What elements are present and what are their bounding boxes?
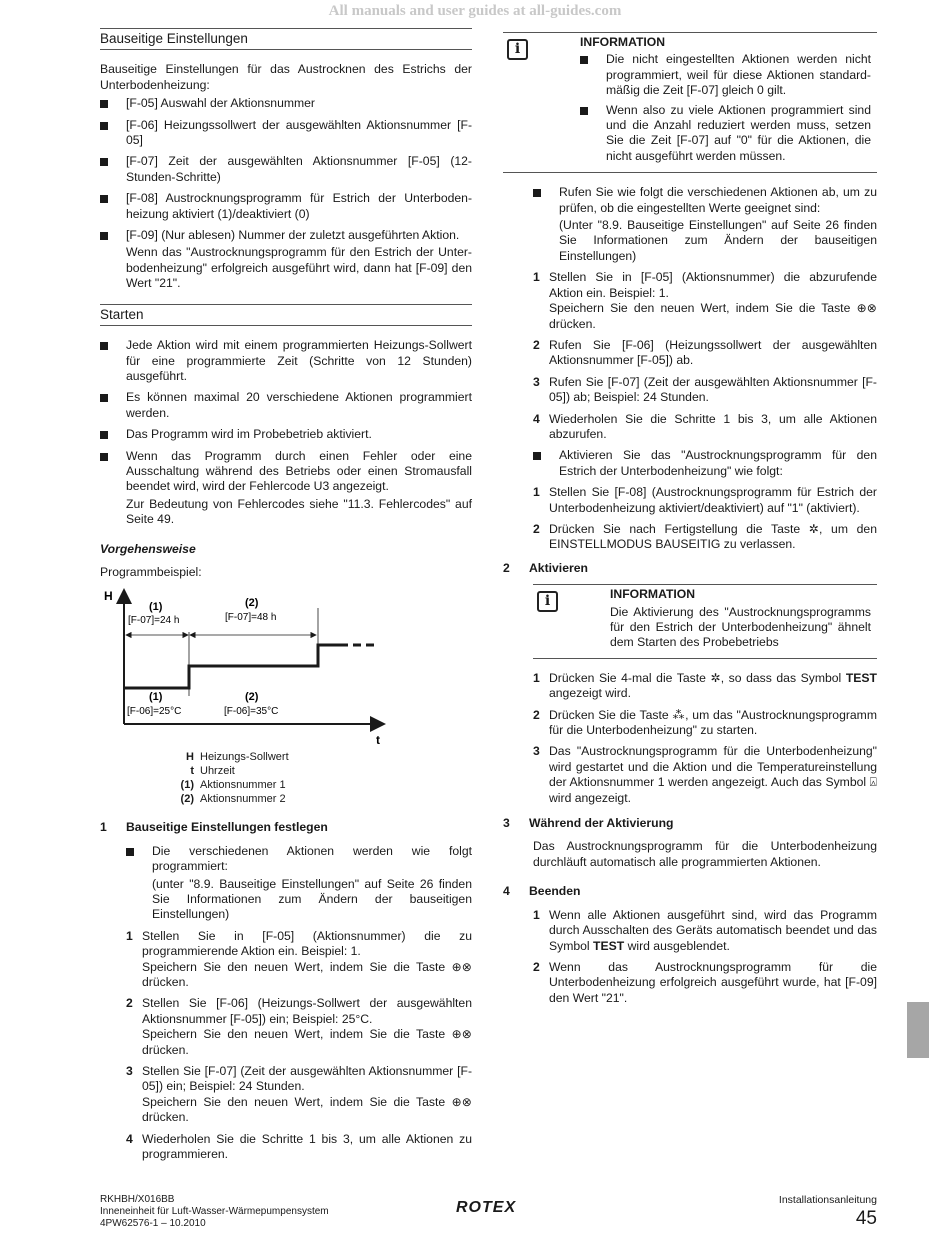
step-number: 2 (533, 959, 540, 974)
section-intro: Bauseitige Einstellungen für das Austrocknen des Estrichs der Unterbodenheizung: (100, 62, 472, 92)
numbered-step (533, 270, 877, 332)
step-text: Drücken Sie die Taste ⁂, um das "Austrocknungsprogramm für die Unterbodenheizung" zu starten. (549, 707, 877, 738)
step-heading-2 (503, 561, 877, 576)
list-item: [F-06] Heizungssollwert der ausgewählten Aktionsnummer [F-05] (100, 118, 472, 149)
step-text: Das "Austrocknungsprogramm für die Unterbodenheizung" wird gestartet und die Aktion und die Temperatureinstellung der Aktionsnummer 1 werden angezeigt. Auch das Symbol ⍓ wird angezeigt. (549, 744, 877, 805)
numbered-step (533, 744, 877, 806)
numbered-step (533, 908, 877, 954)
diagram-legend (172, 750, 472, 806)
info-icon: i (507, 39, 528, 60)
step-heading-4 (503, 884, 877, 899)
test-symbol: TEST (593, 938, 625, 953)
step-text: Drücken Sie nach Fertigstellung die Taste ✲, um den EINSTELLMODUS BAUSEITIG zu verlassen. (549, 521, 877, 552)
left-column (100, 28, 472, 1169)
numbered-step (126, 996, 472, 1058)
legend-item (172, 778, 472, 792)
legend-text: Heizungs-Sollwert (200, 751, 289, 764)
step2-temp: [F-06]=35°C (224, 706, 279, 718)
list-item-note: (Unter "8.9. Bauseitige Einstellungen" auf Seite 26 finden Sie Informationen zum Ändern der bauseitigen Einstellungen) (559, 218, 877, 263)
step-text: Stellen Sie in [F-05] (Aktionsnummer) die zu programmierende Aktion ein. Beispiel: 1. (142, 928, 472, 959)
list-item: Es können maximal 20 verschiedene Aktionen programmiert werden. (100, 390, 472, 421)
numbered-step (126, 1064, 472, 1126)
legend-text: Aktionsnummer 2 (200, 793, 286, 806)
legend-item (172, 792, 472, 806)
section-title-bauseitige: Bauseitige Einstellungen (100, 28, 472, 50)
list-item: Jede Aktion wird mit einem programmierten Heizungs-Sollwert für eine programmierte Zeit (Schritte von 12 Stunden) ausgeführt. (100, 338, 472, 384)
numbered-step (533, 960, 877, 1006)
list-item (100, 228, 472, 292)
step-number: 3 (533, 744, 540, 759)
footer-product: Inneneinheit für Luft-Wasser-Wärmepumpensystem (100, 1206, 329, 1217)
step-text: Rufen Sie [F-06] (Heizungssollwert der ausgewählten Aktionsnummer [F-05]) ab. (549, 337, 877, 368)
step-heading-number: 2 (503, 560, 510, 575)
list-item (100, 449, 472, 528)
legend-key: H (186, 751, 194, 764)
list-item-text: Rufen Sie wie folgt die verschiedenen Aktionen ab, um zu prüfen, ob die eingestellten Werte geeignet sind: (559, 185, 877, 215)
x-axis-label: t (376, 733, 380, 745)
step-heading-1 (100, 820, 472, 835)
step2-temp-label: (2) (245, 691, 259, 704)
footer-doc-type: Installationsanleitung (778, 1194, 877, 1206)
numbered-step (533, 522, 877, 553)
numbered-step (126, 929, 472, 991)
step-number: 2 (126, 996, 133, 1011)
step-heading-text: Beenden (529, 884, 581, 899)
example-label: Programmbeispiel: (100, 564, 202, 579)
numbered-step (533, 485, 877, 516)
footer-right (779, 1194, 877, 1230)
end-steps (503, 908, 877, 1006)
step2-label: (2) (245, 597, 259, 610)
watermark: All manuals and user guides at all-guides.com (328, 3, 622, 19)
numbered-step (126, 1132, 472, 1163)
page-number: 45 (855, 1208, 877, 1229)
step-note: Speichern Sie den neuen Wert, indem Sie die Taste ⊕⊗ drücken. (549, 301, 877, 331)
numbered-step (533, 671, 877, 702)
step-number: 1 (533, 270, 540, 285)
numbered-step (533, 708, 877, 739)
step-number: 1 (533, 907, 540, 922)
legend-item (172, 764, 472, 778)
step1-temp: [F-06]=25°C (127, 706, 182, 718)
step-number: 1 (126, 928, 133, 943)
step-heading-text: Aktivieren (529, 560, 588, 575)
list-item (533, 185, 877, 264)
step-number: 4 (126, 1131, 133, 1146)
list-item: Aktivieren Sie das "Austrocknungsprogramm für den Estrich der Unterbodenheizung" wie folgt: (533, 448, 877, 479)
section-title-starten: Starten (100, 304, 472, 326)
program-diagram (100, 584, 390, 744)
step-number: 2 (533, 707, 540, 722)
chapter-tab (907, 1002, 929, 1058)
step-note: Speichern Sie den neuen Wert, indem Sie die Taste ⊕⊗ drücken. (142, 1027, 472, 1057)
step-heading-number: 4 (503, 884, 510, 899)
info-box (533, 584, 877, 659)
step-heading-text: Während der Aktivierung (529, 816, 674, 831)
step-text: Wenn das Austrocknungsprogramm für die Unterbodenheizung erfolgreich ausgeführt wurde, hat [F-09] den Wert "21". (549, 959, 877, 1005)
check-section (503, 185, 877, 553)
legend-key: (1) (180, 779, 194, 792)
list-item-note: Zur Bedeutung von Fehlercodes siehe "11.3. Fehlercodes" auf Seite 49. (126, 496, 472, 527)
list-item-text: Wenn das Programm durch einen Fehler oder eine Ausschaltung während des Betriebs oder einen Stromausfall beendet wird, wird der Fehlercode U3 angezeigt. (126, 448, 472, 494)
info-icon: i (537, 591, 558, 612)
step-text: Wiederholen Sie die Schritte 1 bis 3, um alle Aktionen zu programmieren. (142, 1131, 472, 1162)
footer-model: RKHBH/X016BB (100, 1194, 175, 1205)
list-item: Das Programm wird im Probebetrieb aktiviert. (100, 427, 472, 442)
step-heading-3 (503, 816, 877, 831)
info-text: Die Aktivierung des "Austrocknungsprogramms für den Estrich der Unterbodenheizung" ähnelt dem Starten des Probebetriebs (610, 604, 871, 650)
list-item: Wenn also zu viele Aktionen programmiert sind und die Anzahl reduziert werden muss, setzen Sie die Zeit [F-07] auf "0" für die Aktionen, die nicht ausgeführt werden müssen. (580, 103, 871, 165)
step-note: Speichern Sie den neuen Wert, indem Sie die Taste ⊕⊗ drücken. (142, 959, 472, 990)
footer-left (100, 1194, 329, 1230)
list-item-text: Die verschiedenen Aktionen werden wie folgt programmiert: (152, 843, 472, 874)
legend-text: Aktionsnummer 1 (200, 779, 286, 792)
step-number: 1 (533, 485, 540, 500)
step-text: Stellen Sie [F-06] (Heizungs-Sollwert der ausgewählten Aktionsnummer [F-05]) ein; Beispiel: 25°C. (142, 996, 472, 1026)
paragraph: Das Austrocknungsprogramm für die Unterbodenheizung durchläuft automatisch alle programmierten Aktionen. (533, 839, 877, 869)
list-item-note: (unter "8.9. Bauseitige Einstellungen" auf Seite 26 finden Sie Informationen zum Ändern der bauseitigen Einstellungen) (152, 876, 472, 922)
legend-key: t (190, 765, 194, 778)
step-number: 4 (533, 411, 540, 426)
numbered-step (533, 375, 877, 406)
activate-steps (503, 671, 877, 806)
legend-item (172, 750, 472, 764)
step-text: Rufen Sie [F-07] (Zeit der ausgewählten Aktionsnummer [F-05]) ab; Beispiel: 24 Stunden. (549, 374, 877, 405)
step-text: Wiederholen Sie die Schritte 1 bis 3, um alle Aktionen abzurufen. (549, 411, 877, 441)
step1-time: [F-07]=24 h (128, 615, 180, 627)
step1-label: (1) (149, 601, 163, 614)
step-number: 2 (533, 337, 540, 352)
numbered-step (533, 412, 877, 443)
step-heading-number: 3 (503, 816, 510, 831)
right-column (503, 32, 877, 1012)
brand-logo: ROTEX (456, 1199, 517, 1216)
list-item: [F-08] Austrocknungsprogramm für Estrich der Unterboden-heizung aktiviert (1)/deaktiviert (0) (100, 191, 472, 222)
step2-time: [F-07]=48 h (225, 612, 277, 624)
step-number: 3 (126, 1064, 133, 1079)
step-text: Stellen Sie [F-07] (Zeit der ausgewählten Aktionsnummer [F-05]) ein; Beispiel: 24 Stunden. (142, 1064, 472, 1094)
step1-body (100, 844, 472, 1163)
step-text: Drücken Sie 4-mal die Taste ✲, so dass das Symbol (549, 670, 846, 685)
step-heading-text: Bauseitige Einstellungen festlegen (126, 820, 328, 835)
info-box (503, 32, 877, 173)
list-item-note: Wenn das "Austrocknungsprogramm für den Estrich der Unter-bodenheizung" erfolgreich ausgeführt wird, dann hat [F-09] den Wert "21". (126, 245, 472, 291)
step-number: 2 (533, 521, 540, 536)
step-text: wird ausgeblendet. (624, 938, 730, 953)
legend-text: Uhrzeit (200, 765, 235, 778)
step-note: Speichern Sie den neuen Wert, indem Sie die Taste ⊕⊗ drücken. (142, 1094, 472, 1125)
info-title: INFORMATION (580, 35, 666, 49)
procedure-title: Vorgehensweise (100, 541, 196, 556)
setpoint-line (124, 645, 340, 688)
numbered-step (533, 338, 877, 369)
step-number: 3 (533, 374, 540, 389)
list-item: [F-05] Auswahl der Aktionsnummer (100, 96, 472, 111)
list-item: Die nicht eingestellten Aktionen werden nicht programmiert, weil für diese Aktionen standard-mäßig die Zeit [F-07] gleich 0 gilt. (580, 52, 871, 98)
info-title: INFORMATION (610, 587, 696, 602)
y-axis-label: H (104, 589, 113, 604)
step-number: 1 (533, 670, 540, 685)
step-text: angezeigt wird. (549, 686, 631, 701)
test-symbol: TEST (845, 670, 877, 685)
step-text: Stellen Sie in [F-05] (Aktionsnummer) die abzurufende Aktion ein. Beispiel: 1. (549, 270, 877, 300)
list-item: [F-07] Zeit der ausgewählten Aktionsnummer [F-05] (12-Stunden-Schritte) (100, 154, 472, 185)
footer-doc-id: 4PW62576-1 – 10.2010 (100, 1218, 206, 1229)
list-item (126, 844, 472, 923)
legend-key: (2) (180, 793, 194, 806)
step1-temp-label: (1) (149, 691, 163, 704)
step-text: Stellen Sie [F-08] (Austrocknungsprogramm für Estrich der Unterbodenheizung aktiviert/deaktiviert) auf "1" (aktiviert). (549, 485, 877, 515)
step-heading-number: 1 (100, 820, 107, 835)
list-item-text: [F-09] (Nur ablesen) Nummer der zuletzt ausgeführten Aktion. (126, 228, 460, 243)
step-text: Wenn alle Aktionen ausgeführt sind, wird das Programm durch Ausschalten des Geräts automatisch beendet und das Symbol (549, 907, 877, 953)
